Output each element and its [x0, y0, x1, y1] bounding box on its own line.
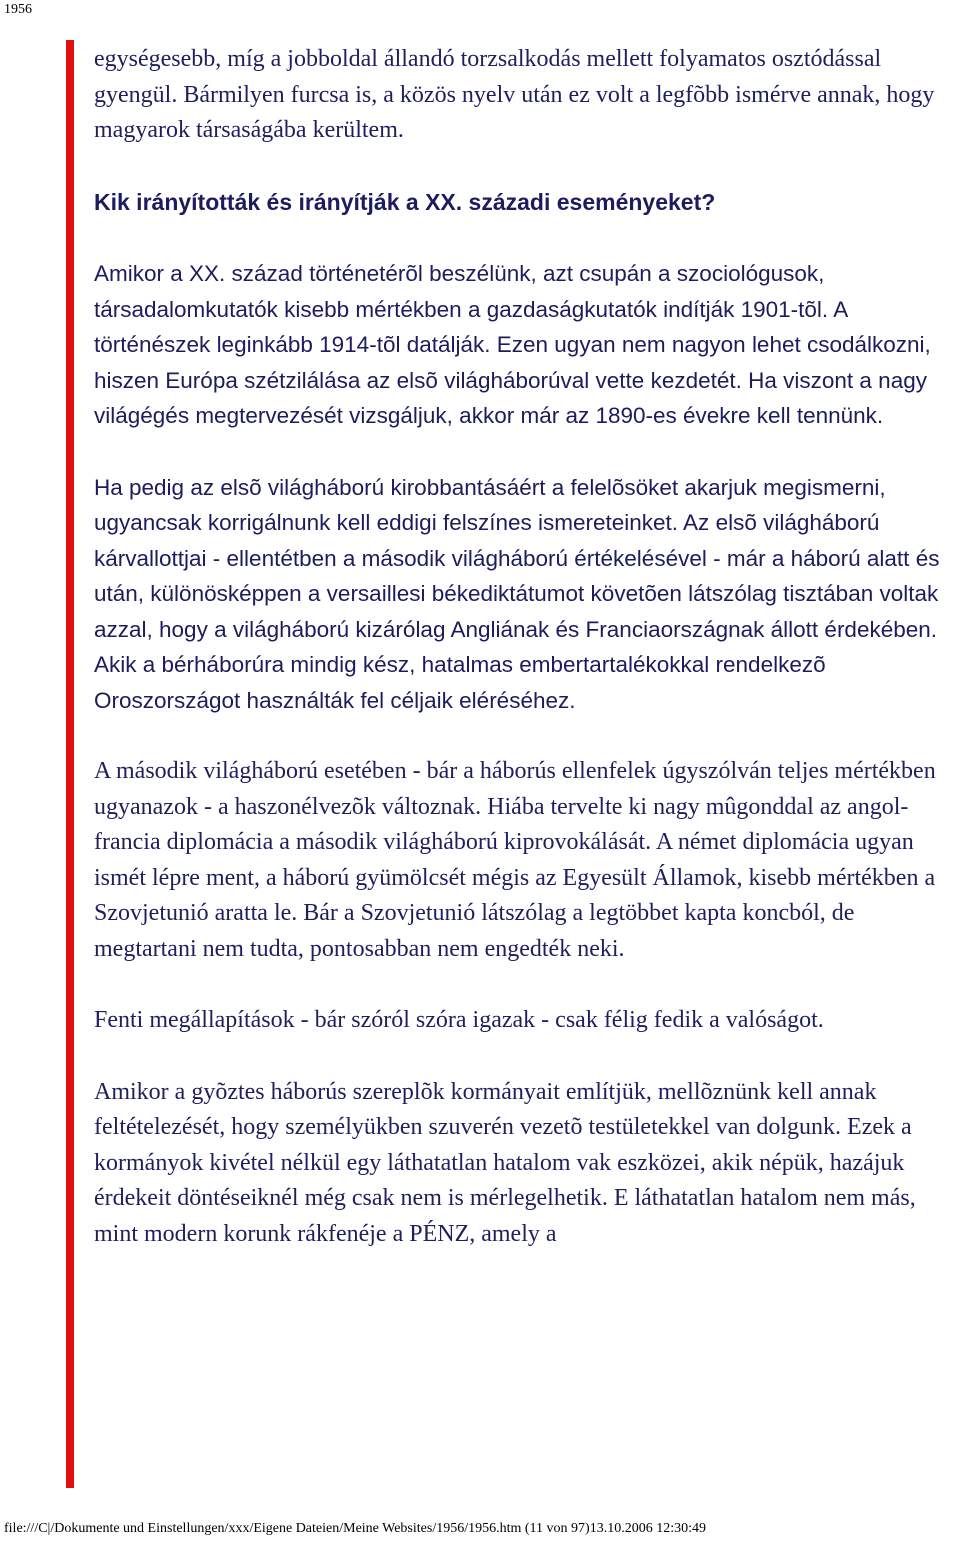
paragraph-4: Fenti megállapítások - bár szóról szóra igazak - csak félig fedik a valóságot.	[94, 1007, 824, 1033]
paragraph-spacer	[94, 967, 954, 1003]
paragraph-5: Amikor a gyõztes háborús szereplõk kormányait említjük, mellõznünk kell annak feltételezését, hogy személyükben szuverén vezetõ testületekkel van dolgunk. Ezek a kormányok kivétel nélkül egy láthatatlan hatalom vak eszközei, akik népük, hazájuk érdekeit döntéseiknél még csak nem is mérlegelhetik. E láthatatlan hatalom nem más, mint modern korunk rákfenéje a PÉNZ, amely a	[94, 1078, 916, 1247]
article-body	[94, 42, 954, 1252]
paragraph-2: Ha pedig az elsõ világháború kirobbantásáért a felelõsöket akarjuk megismerni, ugyancsak korrigálnunk kell eddigi felszínes ismereteinket. Az elsõ világháború kárvallottjai - ellentétben a második világháború értékelésével - már a háború alatt és után, különösképpen a versaillesi békediktátumot követõen látszólag tisztában voltak azzal, hogy a világháború kizárólag Angliának és Franciaországnak állott érdekében. Akik a bérháborúra mindig kész, hatalmas embertartalékokkal rendelkezõ Oroszországot használták fel céljaik eléréséhez.	[94, 474, 940, 713]
paragraph-spacer	[94, 220, 954, 256]
paragraph-spacer	[94, 149, 954, 185]
paragraph-3: A második világháború esetében - bár a háborús ellenfelek úgyszólván teljes mértékben ugyanazok - a haszonélvezõk változnak. Hiába tervelte ki nagy mûgonddal az angol-francia diplomácia a második világháború kiprovokálását. A német diplomácia ugyan ismét lépre ment, a háború gyümölcsét mégis az Egyesült Államok, kisebb mértékben a Szovjetunió aratta le. Bár a Szovjetunió látszólag a legtöbbet kapta koncból, de megtartani nem tudta, pontosabban nem engedték neki.	[94, 758, 936, 962]
page-title: 1956	[4, 2, 32, 17]
intro-paragraph: egységesebb, míg a jobboldal állandó torzsalkodás mellett folyamatos osztódással gyengül. Bármilyen furcsa is, a közös nyelv után ez volt a legfõbb ismérve annak, hogy magyarok társaságába kerültem.	[94, 46, 935, 143]
section-heading: Kik irányították és irányítják a XX. századi eseményeket?	[94, 188, 716, 215]
paragraph-spacer	[94, 1039, 954, 1075]
paragraph-spacer	[94, 434, 954, 470]
file-path-footer: file:///C|/Dokumente und Einstellungen/xxx/Eigene Dateien/Meine Websites/1956/1956.htm (11 von 97)13.10.2006 12:30:49	[4, 1521, 706, 1536]
accent-bar	[66, 40, 74, 1488]
paragraph-1: Amikor a XX. század történetérõl beszélünk, azt csupán a szociológusok, társadalomkutatók kisebb mértékben a gazdaságkutatók indítják 1901-tõl. A történészek leginkább 1914-tõl datálják. Ezen ugyan nem nagyon lehet csodálkozni, hiszen Európa szétzilálása az elsõ világháborúval vette kezdetét. Ha viszont a nagy világégés megtervezését vizsgáljuk, akkor már az 1890-es évekre kell tennünk.	[94, 261, 931, 428]
paragraph-spacer	[94, 718, 954, 754]
